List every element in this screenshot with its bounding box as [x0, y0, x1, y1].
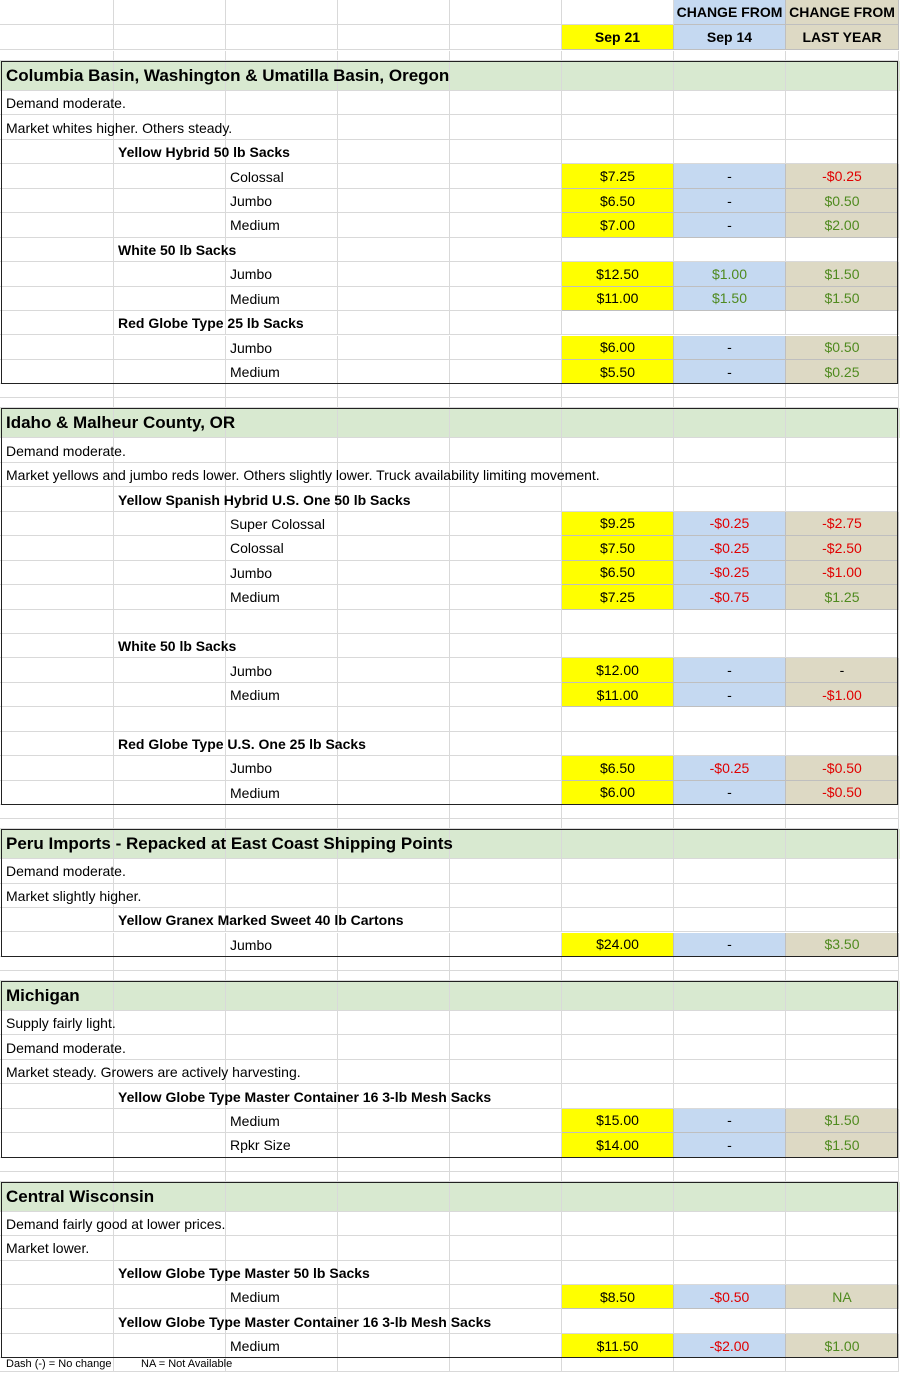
size-label: Medium — [230, 1289, 280, 1306]
spacer-row — [0, 819, 900, 829]
change-week-cell: -$0.75 — [674, 585, 786, 609]
note-row — [0, 1035, 900, 1059]
market-note: Demand moderate. — [6, 863, 126, 880]
change-year-cell: $2.00 — [786, 213, 899, 237]
price-row — [0, 683, 900, 707]
change-year-cell: $1.00 — [786, 1334, 899, 1358]
price-cell: $5.50 — [562, 360, 674, 384]
spacer-row — [0, 805, 900, 819]
note-row — [0, 1212, 900, 1236]
section-title-row — [0, 408, 900, 438]
change-week-cell: - — [674, 933, 786, 957]
spacer-row — [0, 957, 900, 971]
change-week-cell: $1.00 — [674, 262, 786, 286]
size-label: Colossal — [230, 540, 284, 557]
size-label: Jumbo — [230, 266, 273, 283]
product-group-title: Red Globe Type 25 lb Sacks — [118, 315, 304, 332]
price-cell: $11.00 — [562, 683, 674, 707]
section-title-row — [0, 829, 900, 859]
product-group-row — [0, 1084, 900, 1108]
change-week-cell: - — [674, 1109, 786, 1133]
price-row — [0, 933, 900, 957]
product-group-row — [0, 1261, 900, 1285]
product-group-title: Yellow Globe Type Master Container 16 3-lb Mesh Sacks — [118, 1313, 492, 1330]
change-week-cell: - — [674, 189, 786, 213]
price-row — [0, 512, 900, 536]
change-week-cell: - — [674, 213, 786, 237]
change-week-cell: $1.50 — [674, 287, 786, 311]
market-note: Demand moderate. — [6, 1039, 126, 1056]
price-cell: $14.00 — [562, 1133, 674, 1157]
price-row — [0, 287, 900, 311]
change-week-cell: - — [674, 1133, 786, 1157]
note-row — [0, 91, 900, 115]
header-row-2 — [0, 25, 900, 50]
change-year-cell: $1.50 — [786, 1133, 899, 1157]
market-note: Demand moderate. — [6, 442, 126, 459]
change-year-cell: $1.25 — [786, 585, 899, 609]
change-year-cell: -$0.50 — [786, 781, 899, 805]
size-label: Medium — [230, 589, 280, 606]
product-group-row — [0, 487, 900, 511]
product-group-title: Red Globe Type U.S. One 25 lb Sacks — [118, 736, 366, 753]
size-label: Medium — [230, 687, 280, 704]
change-year-cell: - — [786, 658, 899, 682]
section-title: Columbia Basin, Washington & Umatilla Basin, Oregon — [6, 66, 450, 85]
size-label: Medium — [230, 217, 280, 234]
change-week-cell: - — [674, 781, 786, 805]
product-group-row — [0, 908, 900, 932]
change-week-cell: -$0.50 — [674, 1285, 786, 1309]
note-row — [0, 115, 900, 139]
footer-legend — [0, 1352, 900, 1375]
change-year-cell: $1.50 — [786, 1109, 899, 1133]
price-row — [0, 1285, 900, 1309]
price-cell: $11.00 — [562, 287, 674, 311]
change-year-cell: $0.50 — [786, 336, 899, 360]
size-label: Medium — [230, 784, 280, 801]
price-row — [0, 189, 900, 213]
market-note: Market whites higher. Others steady. — [6, 119, 233, 136]
spacer-row — [0, 1158, 900, 1172]
price-cell: $12.50 — [562, 262, 674, 286]
size-label: Colossal — [230, 168, 284, 185]
change-week-cell: - — [674, 336, 786, 360]
header-current-date: Sep 21 — [562, 25, 674, 50]
price-row — [0, 1133, 900, 1157]
product-group-row — [0, 311, 900, 335]
size-label: Medium — [230, 364, 280, 381]
size-label: Medium — [230, 1338, 280, 1355]
change-year-cell: -$1.00 — [786, 683, 899, 707]
change-year-cell: -$1.00 — [786, 561, 899, 585]
section-title: Central Wisconsin — [6, 1186, 155, 1206]
section-title: Peru Imports - Repacked at East Coast Shipping Points — [6, 834, 453, 854]
change-week-cell: -$0.25 — [674, 756, 786, 780]
product-group-title: Yellow Globe Type Master Container 16 3-lb Mesh Sacks — [118, 1088, 492, 1105]
market-note: Supply fairly light. — [6, 1015, 116, 1032]
section-title-row — [0, 1182, 900, 1212]
header-change-week-line1: CHANGE FROM — [674, 0, 786, 25]
change-year-cell: -$2.50 — [786, 536, 899, 560]
size-label: Rpkr Size — [230, 1137, 291, 1154]
price-row — [0, 536, 900, 560]
change-year-cell: -$2.75 — [786, 512, 899, 536]
market-note: Market yellows and jumbo reds lower. Others slightly lower. Truck availability limiting movement. — [6, 467, 600, 484]
price-cell: $6.50 — [562, 189, 674, 213]
price-cell: $6.00 — [562, 781, 674, 805]
header-change-year-line2: LAST YEAR — [786, 25, 899, 50]
change-week-cell: -$0.25 — [674, 536, 786, 560]
price-row — [0, 781, 900, 805]
price-cell: $24.00 — [562, 933, 674, 957]
spacer-row — [0, 398, 900, 408]
price-row — [0, 561, 900, 585]
price-cell: $7.25 — [562, 164, 674, 188]
blank-row — [0, 610, 900, 634]
change-year-cell: $0.50 — [786, 189, 899, 213]
size-label: Jumbo — [230, 662, 273, 679]
price-row — [0, 360, 900, 384]
price-row — [0, 164, 900, 188]
section-title-row — [0, 981, 900, 1011]
price-cell: $9.25 — [562, 512, 674, 536]
product-group-title: Yellow Granex Marked Sweet 40 lb Cartons — [118, 912, 404, 929]
spacer-row — [0, 971, 900, 981]
size-label: Super Colossal — [230, 515, 325, 532]
product-group-row — [0, 634, 900, 658]
product-group-row — [0, 238, 900, 262]
change-week-cell: - — [674, 360, 786, 384]
price-row — [0, 336, 900, 360]
spacer-row — [0, 1172, 900, 1182]
change-week-cell: - — [674, 164, 786, 188]
product-group-title: Yellow Globe Type Master 50 lb Sacks — [118, 1264, 370, 1281]
header-change-week-line2: Sep 14 — [674, 25, 786, 50]
note-row — [0, 1060, 900, 1084]
product-group-title: Yellow Hybrid 50 lb Sacks — [118, 144, 290, 161]
size-label: Jumbo — [230, 564, 273, 581]
price-row — [0, 262, 900, 286]
price-cell: $7.50 — [562, 536, 674, 560]
blank-row — [0, 707, 900, 731]
change-year-cell: $3.50 — [786, 933, 899, 957]
size-label: Medium — [230, 290, 280, 307]
note-row — [0, 884, 900, 908]
change-week-cell: -$0.25 — [674, 512, 786, 536]
product-group-title: White 50 lb Sacks — [118, 638, 237, 655]
price-cell: $15.00 — [562, 1109, 674, 1133]
change-year-cell: $1.50 — [786, 287, 899, 311]
market-note: Market steady. Growers are actively harvesting. — [6, 1064, 301, 1081]
price-row — [0, 1109, 900, 1133]
change-year-cell: NA — [786, 1285, 899, 1309]
price-cell: $6.50 — [562, 561, 674, 585]
section-title: Idaho & Malheur County, OR — [6, 413, 236, 433]
market-note: Demand fairly good at lower prices. — [6, 1215, 226, 1232]
change-week-cell: -$0.25 — [674, 561, 786, 585]
product-group-title: White 50 lb Sacks — [118, 241, 237, 258]
change-week-cell: - — [674, 683, 786, 707]
price-cell: $7.00 — [562, 213, 674, 237]
size-label: Jumbo — [230, 339, 273, 356]
price-cell: $6.00 — [562, 336, 674, 360]
size-label: Medium — [230, 1112, 280, 1129]
size-label: Jumbo — [230, 193, 273, 210]
price-cell: $7.25 — [562, 585, 674, 609]
note-row — [0, 463, 900, 487]
header-change-year-line1: CHANGE FROM — [786, 0, 899, 25]
market-note: Market slightly higher. — [6, 887, 142, 904]
header-row-1 — [0, 0, 900, 25]
product-group-row — [0, 732, 900, 756]
spacer-row — [0, 384, 900, 398]
product-group-title: Yellow Spanish Hybrid U.S. One 50 lb Sacks — [118, 491, 411, 508]
legend-dash: Dash (-) = No change — [6, 1357, 112, 1370]
price-row — [0, 585, 900, 609]
change-year-cell: $0.25 — [786, 360, 899, 384]
price-cell: $6.50 — [562, 756, 674, 780]
price-cell: $8.50 — [562, 1285, 674, 1309]
note-row — [0, 859, 900, 883]
size-label: Jumbo — [230, 760, 273, 777]
legend-na: NA = Not Available — [141, 1357, 233, 1370]
note-row — [0, 438, 900, 462]
change-week-cell: -$2.00 — [674, 1334, 786, 1358]
market-note: Demand moderate. — [6, 95, 126, 112]
change-year-cell: $1.50 — [786, 262, 899, 286]
price-row — [0, 658, 900, 682]
price-row — [0, 756, 900, 780]
product-group-row — [0, 140, 900, 164]
change-year-cell: -$0.25 — [786, 164, 899, 188]
spacer-row — [0, 51, 900, 61]
section-title: Michigan — [6, 985, 80, 1005]
product-group-row — [0, 1309, 900, 1333]
note-row — [0, 1236, 900, 1260]
size-label: Jumbo — [230, 936, 273, 953]
market-note: Market lower. — [6, 1240, 90, 1257]
note-row — [0, 1011, 900, 1035]
price-cell: $12.00 — [562, 658, 674, 682]
change-year-cell: -$0.50 — [786, 756, 899, 780]
price-cell: $11.50 — [562, 1334, 674, 1358]
section-title-row — [0, 61, 900, 91]
change-week-cell: - — [674, 658, 786, 682]
price-row — [0, 213, 900, 237]
